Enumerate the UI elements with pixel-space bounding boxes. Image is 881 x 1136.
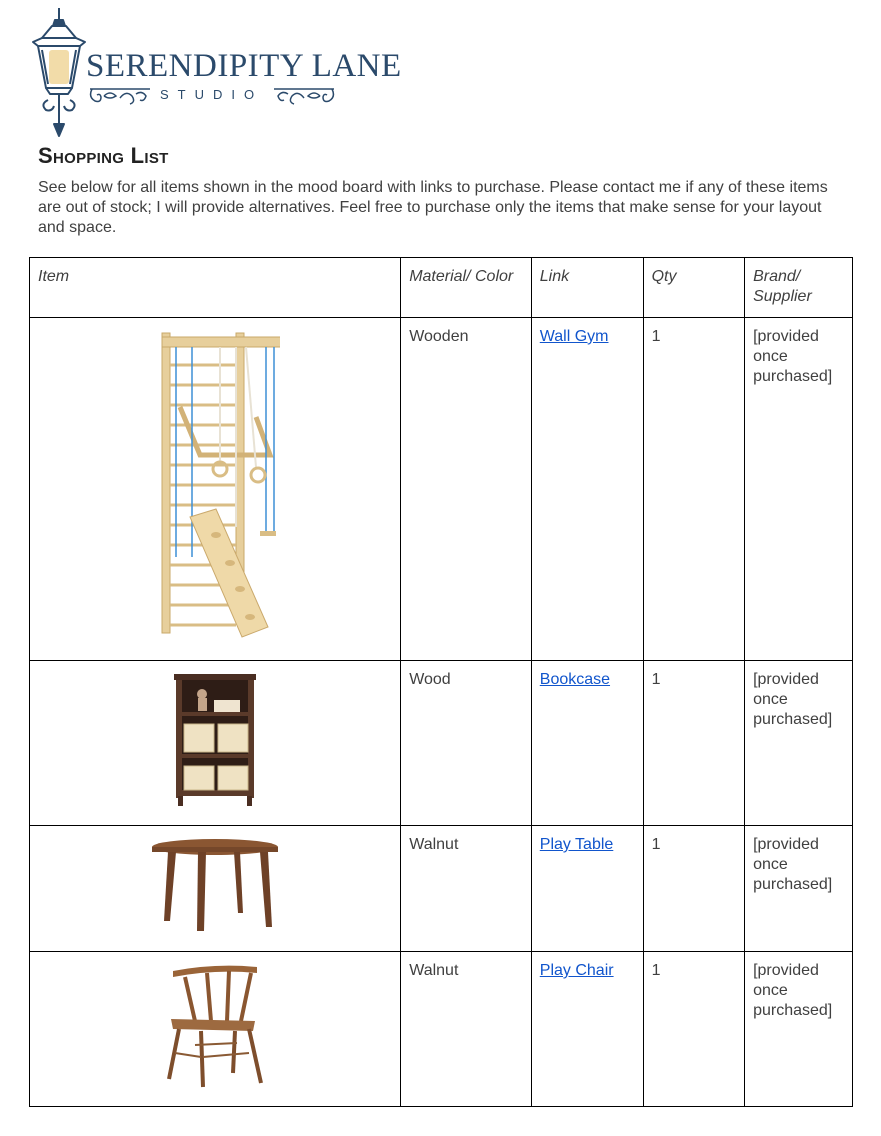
shopping-list-table: [29, 257, 853, 1107]
wall-gym-image: [150, 327, 280, 645]
item-cell: [30, 826, 401, 952]
table-row: [30, 318, 853, 661]
link-cell: [531, 661, 643, 826]
play-chair-link[interactable]: Play Chair: [539, 962, 614, 979]
brand-subtitle-row: [88, 84, 336, 110]
item-cell: [30, 661, 401, 826]
link-cell: [531, 952, 643, 1107]
bookcase-image: [170, 670, 260, 810]
brand-subtitle: STUDIO: [160, 87, 264, 102]
link-cell: [531, 826, 643, 952]
bookcase-link[interactable]: Bookcase: [539, 671, 611, 688]
wall-gym-link[interactable]: Wall Gym: [539, 328, 609, 345]
brand-name: SERENDIPITY LANE: [86, 48, 402, 84]
item-cell: [30, 318, 401, 661]
table-header-row: [30, 258, 853, 318]
table-row: [30, 826, 853, 952]
play-table-image: [150, 835, 280, 935]
brand-cell: [provided once purchased]: [745, 318, 853, 661]
brand-cell: [provided once purchased]: [745, 826, 853, 952]
qty-cell: 1: [643, 952, 745, 1107]
header-material: Material/ Color: [401, 258, 532, 318]
qty-cell: 1: [643, 826, 745, 952]
item-cell: [30, 952, 401, 1107]
page-title: Shopping List: [38, 143, 169, 168]
scroll-ornament-right-icon: [272, 84, 336, 108]
material-cell: Walnut: [401, 952, 532, 1107]
table-row: [30, 661, 853, 826]
brand-logo: [28, 4, 402, 138]
scroll-ornament-left-icon: [88, 84, 152, 108]
qty-cell: 1: [643, 318, 745, 661]
intro-paragraph: See below for all items shown in the mood board with links to purchase. Please contact me if any of these items are out of stock; I will provide alternatives. Feel free to purchase only the items that make sense for your layout and space.: [38, 179, 828, 236]
header-item: Item: [30, 258, 401, 318]
header-brand: Brand/ Supplier: [745, 258, 853, 318]
play-chair-image: [165, 961, 265, 1091]
material-cell: Wooden: [401, 318, 532, 661]
material-cell: Walnut: [401, 826, 532, 952]
header-qty: Qty: [643, 258, 745, 318]
table-row: [30, 952, 853, 1107]
link-cell: [531, 318, 643, 661]
play-table-link[interactable]: Play Table: [539, 836, 614, 853]
brand-cell: [provided once purchased]: [745, 661, 853, 826]
header-link: Link: [531, 258, 643, 318]
brand-cell: [provided once purchased]: [745, 952, 853, 1107]
material-cell: Wood: [401, 661, 532, 826]
qty-cell: 1: [643, 661, 745, 826]
street-lamp-icon: [28, 4, 90, 138]
